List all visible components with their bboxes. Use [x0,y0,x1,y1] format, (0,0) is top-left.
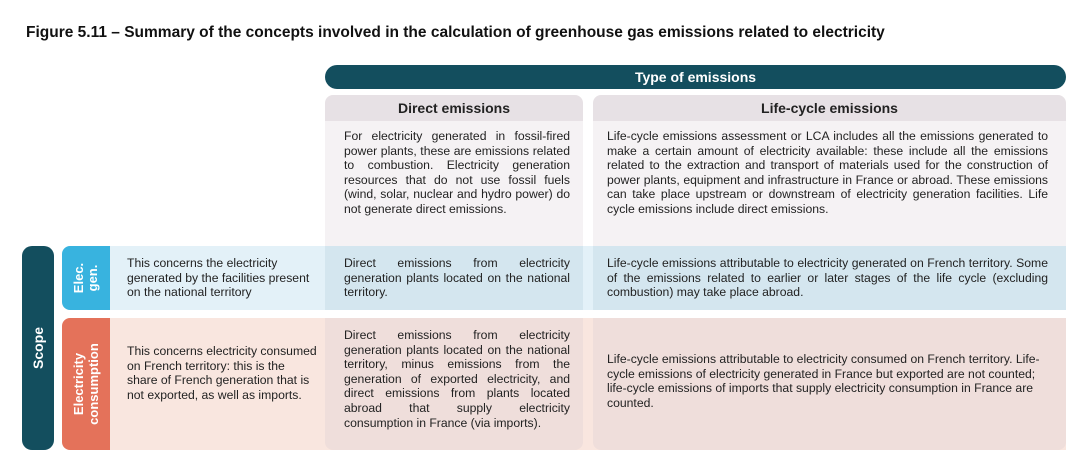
figure-title: Figure 5.11 – Summary of the concepts involved in the calculation of greenhouse gas emissions related to electricity [26,24,885,41]
scope-label-pill [22,246,54,450]
generation-row-label-pill [62,246,110,310]
direct-emissions-definition: For electricity generated in fossil-fired power plants, these are emissions related to combustion. Electricity generation resources that do not use fossil fuels (wind, solar, nuclear and hydro power) do not generate direct emissions. [344,129,570,216]
lifecycle-emissions-definition: Life-cycle emissions assessment or LCA includes all the emissions generated to make a certain amount of electricity available: these include all the emissions related to the extraction and transport of materials used for the construction of power plants, equipment and infrastructure in France or abroad. These emissions can take place upstream or downstream of electricity generation facilities. Life cycle emissions include direct emissions. [607,129,1048,216]
lifecycle-generation-text: Life-cycle emissions attributable to electricity generated on French territory. Some of the emissions related to earlier or later stages of the life cycle (excluding combustion) may take place abroad. [607,256,1048,300]
generation-row-description: This concerns the electricity generated by the facilities present on the national territory [127,256,310,300]
lifecycle-consumption-text: Life-cycle emissions attributable to electricity consumed on French territory. Life-cycle emissions of electricity generated in France but exported are not counted; life-cycle emissions of imports that supply electricity consumption in France are counted. [607,352,1040,410]
direct-emissions-header: Direct emissions [325,95,583,121]
consumption-row-label: Electricity consumption [71,343,101,425]
type-of-emissions-header: Type of emissions [325,65,1066,89]
consumption-row-description: This concerns electricity consumed on French territory: this is the share of French generation that is not exported, as well as imports. [127,344,317,402]
lifecycle-emissions-header: Life-cycle emissions [593,95,1066,121]
consumption-row-label-pill [62,318,110,450]
scope-label: Scope [30,326,46,370]
generation-row-label: Elec. gen. [71,262,100,294]
direct-consumption-text: Direct emissions from electricity generation plants located on the national territory, minus emissions from the generation of exported electricity, and direct emissions from plants located abroad that supply electricity consumption in France (via imports). [344,328,570,430]
direct-generation-text: Direct emissions from electricity generation plants located on the national territory. [344,256,570,300]
